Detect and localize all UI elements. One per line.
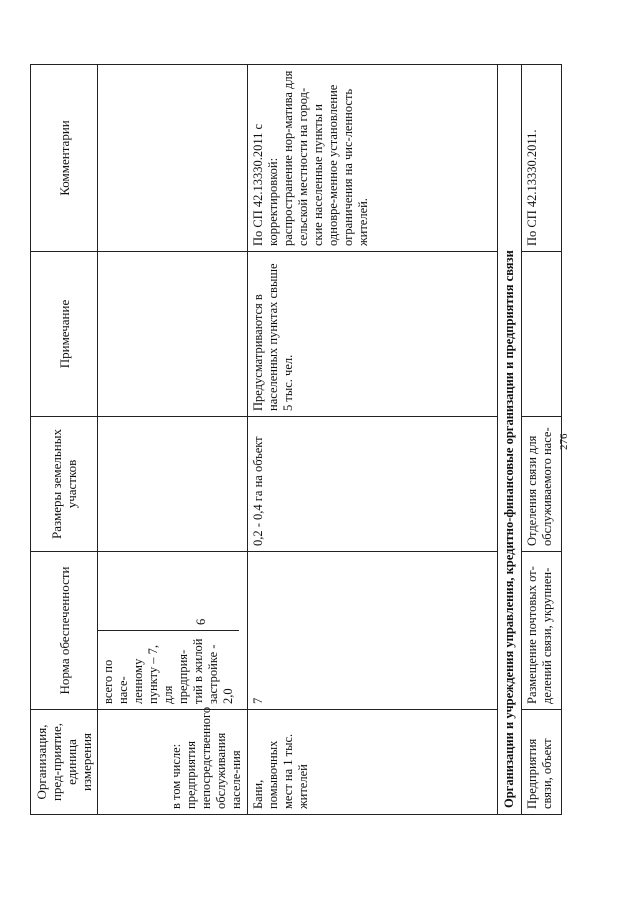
page-number: 276 bbox=[558, 433, 570, 450]
header-org: Организация, пред-приятие, единица измерения bbox=[31, 710, 98, 815]
cell-comment bbox=[98, 65, 248, 252]
norm-subtable bbox=[98, 552, 239, 709]
section-row bbox=[498, 65, 522, 815]
cell-land: 0,2 - 0,4 га на объект bbox=[248, 417, 498, 552]
cell-comment: По СП 42.13330.2011. bbox=[522, 65, 562, 252]
cell-note bbox=[522, 252, 562, 417]
cell-note: Предусматриваются в населенных пунктах свыше 5 тыс. чел. bbox=[248, 252, 498, 417]
header-land: Размеры земельных участков bbox=[31, 417, 98, 552]
table-row bbox=[98, 65, 248, 815]
norms-table bbox=[30, 64, 562, 815]
section-title: Организации и учреждения управления, кредитно-финансовые организации и предприятия связи bbox=[498, 65, 522, 815]
header-note: Примечание bbox=[31, 252, 98, 417]
table-row bbox=[522, 65, 562, 815]
cell-comment: По СП 42.13330.2011 с корректировкой: распространение нор-матива для сельской местности на город-ские населенные пункты и одновре-менное установление ограничения на чис-ленность жителей. bbox=[248, 65, 498, 252]
cell-norm-value: 6 bbox=[194, 618, 208, 625]
header-row bbox=[31, 65, 98, 815]
cell-norm: 7 bbox=[248, 552, 498, 710]
cell-land: Отделения связи для обслуживаемого насе- bbox=[522, 417, 562, 552]
cell-norm-split bbox=[98, 552, 248, 710]
header-norm: Норма обеспеченности bbox=[31, 552, 98, 710]
cell-note bbox=[98, 252, 248, 417]
cell-norm: Размещение почтовых от-делений связи, укрупнен- bbox=[522, 552, 562, 710]
cell-org: в том числе: предприятия непосредственного обслуживания населе-ния bbox=[98, 710, 248, 815]
header-comment: Комментарии bbox=[31, 65, 98, 252]
cell-org: Предприятия связи, объект bbox=[522, 710, 562, 815]
cell-land bbox=[98, 417, 248, 552]
cell-org: Бани, помывочных мест на 1 тыс. жителей bbox=[248, 710, 498, 815]
table-row bbox=[248, 65, 498, 815]
cell-norm-total: всего по насе-ленному пункту – 7, для предприя-тий в жилой застройке - 2,0 bbox=[98, 631, 239, 710]
